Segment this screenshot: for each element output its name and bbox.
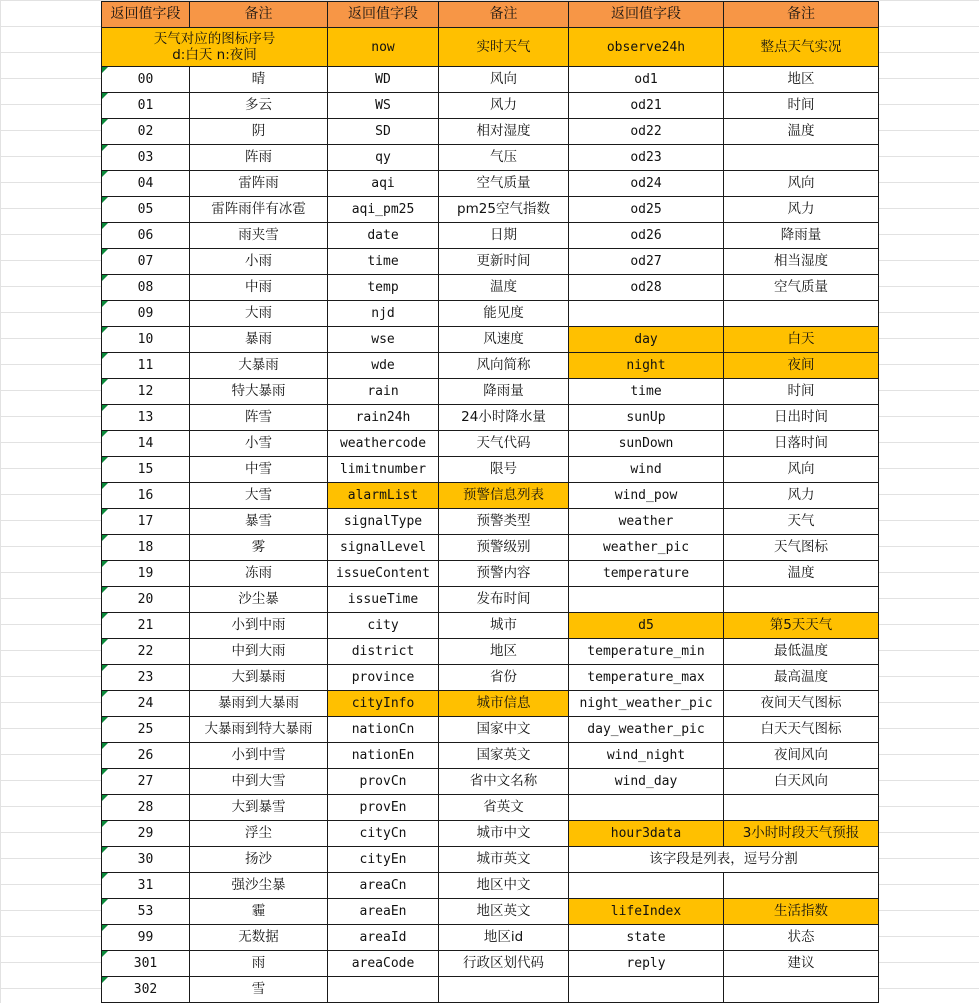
header-cell[interactable]: 备注: [724, 2, 879, 28]
header-cell[interactable]: 返回值字段: [102, 2, 190, 28]
table-cell[interactable]: 25: [102, 717, 190, 743]
table-cell[interactable]: sunDown: [569, 431, 724, 457]
table-cell[interactable]: 14: [102, 431, 190, 457]
table-cell[interactable]: 温度: [724, 561, 879, 587]
table-cell[interactable]: 小雪: [190, 431, 328, 457]
table-cell[interactable]: 风向: [724, 171, 879, 197]
table-cell[interactable]: 城市: [439, 613, 569, 639]
table-row: [102, 197, 879, 223]
table-cell[interactable]: 06: [102, 223, 190, 249]
table-cell[interactable]: 空气质量: [439, 171, 569, 197]
table-cell[interactable]: temperature_min: [569, 639, 724, 665]
table-cell[interactable]: d5: [569, 613, 724, 639]
table-cell[interactable]: [724, 145, 879, 171]
table-row: [102, 509, 879, 535]
table-cell[interactable]: 天气代码: [439, 431, 569, 457]
table-cell[interactable]: wind_day: [569, 769, 724, 795]
table-cell[interactable]: 温度: [439, 275, 569, 301]
table-row: [102, 93, 879, 119]
table-cell[interactable]: temperature_max: [569, 665, 724, 691]
table-cell[interactable]: 风速度: [439, 327, 569, 353]
section-note-now[interactable]: 实时天气: [439, 28, 569, 67]
table-cell[interactable]: 能见度: [439, 301, 569, 327]
header-cell[interactable]: 返回值字段: [569, 2, 724, 28]
table-cell[interactable]: aqi: [328, 171, 439, 197]
table-cell[interactable]: [569, 795, 724, 821]
table-row: [102, 769, 879, 795]
table-cell[interactable]: 24小时降水量: [439, 405, 569, 431]
table-cell[interactable]: 09: [102, 301, 190, 327]
table-cell[interactable]: 12: [102, 379, 190, 405]
table-cell[interactable]: 24: [102, 691, 190, 717]
table-cell[interactable]: od25: [569, 197, 724, 223]
table-cell[interactable]: 特大暴雨: [190, 379, 328, 405]
table-cell[interactable]: od22: [569, 119, 724, 145]
header-cell[interactable]: 返回值字段: [328, 2, 439, 28]
hour3data-note-cell[interactable]: 该字段是列表，逗号分割: [569, 847, 879, 873]
table-cell[interactable]: 10: [102, 327, 190, 353]
table-cell[interactable]: 白天: [724, 327, 879, 353]
table-cell[interactable]: 最低温度: [724, 639, 879, 665]
table-cell[interactable]: 地区中文: [439, 873, 569, 899]
table-cell[interactable]: 预警类型: [439, 509, 569, 535]
table-cell[interactable]: 大雪: [190, 483, 328, 509]
table-cell[interactable]: night_weather_pic: [569, 691, 724, 717]
table-cell[interactable]: 省中文名称: [439, 769, 569, 795]
table-cell[interactable]: 强沙尘暴: [190, 873, 328, 899]
table-cell[interactable]: time: [569, 379, 724, 405]
table-cell[interactable]: 雪: [190, 977, 328, 1003]
table-cell[interactable]: 大到暴雪: [190, 795, 328, 821]
table-cell[interactable]: 建议: [724, 951, 879, 977]
table-row: [102, 561, 879, 587]
table-row: [102, 405, 879, 431]
table-cell[interactable]: 小雨: [190, 249, 328, 275]
table-cell[interactable]: 大雨: [190, 301, 328, 327]
table-cell[interactable]: 预警信息列表: [439, 483, 569, 509]
table-row: [102, 743, 879, 769]
table-cell[interactable]: hour3data: [569, 821, 724, 847]
table-cell[interactable]: 01: [102, 93, 190, 119]
table-cell[interactable]: 风向: [439, 67, 569, 93]
table-cell[interactable]: 无数据: [190, 925, 328, 951]
table-row: [102, 327, 879, 353]
table-cell[interactable]: 02: [102, 119, 190, 145]
table-cell[interactable]: 雨: [190, 951, 328, 977]
table-cell[interactable]: 阴: [190, 119, 328, 145]
table-cell[interactable]: areaCode: [328, 951, 439, 977]
table-cell[interactable]: aqi_pm25: [328, 197, 439, 223]
table-row: [102, 379, 879, 405]
table-row: [102, 249, 879, 275]
table-cell[interactable]: 15: [102, 457, 190, 483]
table-cell[interactable]: [724, 977, 879, 1003]
table-cell[interactable]: wde: [328, 353, 439, 379]
table-cell[interactable]: weather_pic: [569, 535, 724, 561]
table-cell[interactable]: rain24h: [328, 405, 439, 431]
table-row: [102, 145, 879, 171]
table-cell[interactable]: issueContent: [328, 561, 439, 587]
table-cell[interactable]: 状态: [724, 925, 879, 951]
table-cell[interactable]: 27: [102, 769, 190, 795]
table-cell[interactable]: reply: [569, 951, 724, 977]
table-cell[interactable]: 扬沙: [190, 847, 328, 873]
table-cell[interactable]: 53: [102, 899, 190, 925]
table-cell[interactable]: cityEn: [328, 847, 439, 873]
table-cell[interactable]: state: [569, 925, 724, 951]
table-cell[interactable]: 阵雪: [190, 405, 328, 431]
table-cell[interactable]: 时间: [724, 93, 879, 119]
table-cell[interactable]: wind: [569, 457, 724, 483]
table-cell[interactable]: 生活指数: [724, 899, 879, 925]
section-note-observe24h[interactable]: 整点天气实况: [724, 28, 879, 67]
table-cell[interactable]: 03: [102, 145, 190, 171]
table-cell[interactable]: 天气图标: [724, 535, 879, 561]
table-cell[interactable]: [724, 795, 879, 821]
table-cell[interactable]: 28: [102, 795, 190, 821]
table-cell[interactable]: nationCn: [328, 717, 439, 743]
table-cell[interactable]: 19: [102, 561, 190, 587]
table-cell[interactable]: 省英文: [439, 795, 569, 821]
table-cell[interactable]: lifeIndex: [569, 899, 724, 925]
table-cell[interactable]: 302: [102, 977, 190, 1003]
table-cell[interactable]: 最高温度: [724, 665, 879, 691]
table-cell[interactable]: areaId: [328, 925, 439, 951]
table-cell[interactable]: 雨夹雪: [190, 223, 328, 249]
table-cell[interactable]: weather: [569, 509, 724, 535]
table-cell[interactable]: 夜间天气图标: [724, 691, 879, 717]
table-cell[interactable]: night: [569, 353, 724, 379]
table-row: [102, 587, 879, 613]
table-row: [102, 275, 879, 301]
table-cell[interactable]: 雷阵雨伴有冰雹: [190, 197, 328, 223]
table-cell[interactable]: 风向简称: [439, 353, 569, 379]
table-cell[interactable]: 浮尘: [190, 821, 328, 847]
table-cell[interactable]: 城市中文: [439, 821, 569, 847]
table-row: [102, 171, 879, 197]
table-cell[interactable]: signalType: [328, 509, 439, 535]
table-cell[interactable]: 22: [102, 639, 190, 665]
table-cell[interactable]: 04: [102, 171, 190, 197]
table-row: [102, 639, 879, 665]
table-cell[interactable]: WS: [328, 93, 439, 119]
section-field-now[interactable]: now: [328, 28, 439, 67]
table-cell[interactable]: cityInfo: [328, 691, 439, 717]
table-cell[interactable]: 霾: [190, 899, 328, 925]
table-cell[interactable]: 国家中文: [439, 717, 569, 743]
table-row: [102, 977, 879, 1003]
table-cell[interactable]: 白天风向: [724, 769, 879, 795]
table-cell[interactable]: 降雨量: [439, 379, 569, 405]
table-row: [102, 847, 879, 873]
table-cell[interactable]: provEn: [328, 795, 439, 821]
table-cell[interactable]: 29: [102, 821, 190, 847]
table-cell[interactable]: 时间: [724, 379, 879, 405]
table-cell[interactable]: 暴雨到大暴雨: [190, 691, 328, 717]
table-cell[interactable]: 中雨: [190, 275, 328, 301]
table-cell[interactable]: 相对湿度: [439, 119, 569, 145]
weather-api-field-table: [101, 1, 879, 1003]
table-row: [102, 613, 879, 639]
table-cell[interactable]: cityCn: [328, 821, 439, 847]
table-cell[interactable]: 白天天气图标: [724, 717, 879, 743]
table-cell[interactable]: 99: [102, 925, 190, 951]
table-cell[interactable]: 行政区划代码: [439, 951, 569, 977]
table-cell[interactable]: nationEn: [328, 743, 439, 769]
table-cell[interactable]: [569, 301, 724, 327]
table-cell[interactable]: wse: [328, 327, 439, 353]
table-row: [102, 301, 879, 327]
table-cell[interactable]: 国家英文: [439, 743, 569, 769]
table-cell[interactable]: 夜间风向: [724, 743, 879, 769]
table-cell[interactable]: njd: [328, 301, 439, 327]
table-row: [102, 717, 879, 743]
table-cell[interactable]: pm25空气指数: [439, 197, 569, 223]
table-cell[interactable]: 气压: [439, 145, 569, 171]
table-row: [102, 873, 879, 899]
table-cell[interactable]: province: [328, 665, 439, 691]
table-cell[interactable]: 中到大雨: [190, 639, 328, 665]
table-row: [102, 483, 879, 509]
table-cell[interactable]: 发布时间: [439, 587, 569, 613]
table-cell[interactable]: 夜间: [724, 353, 879, 379]
table-row: [102, 223, 879, 249]
table-cell[interactable]: od1: [569, 67, 724, 93]
table-cell[interactable]: [724, 301, 879, 327]
table-cell[interactable]: areaCn: [328, 873, 439, 899]
table-cell[interactable]: 城市信息: [439, 691, 569, 717]
table-cell[interactable]: limitnumber: [328, 457, 439, 483]
table-cell[interactable]: od24: [569, 171, 724, 197]
table-cell[interactable]: temperature: [569, 561, 724, 587]
table-cell[interactable]: 冻雨: [190, 561, 328, 587]
table-cell[interactable]: 30: [102, 847, 190, 873]
table-cell[interactable]: provCn: [328, 769, 439, 795]
table-cell[interactable]: 301: [102, 951, 190, 977]
table-cell[interactable]: 23: [102, 665, 190, 691]
table-cell[interactable]: 13: [102, 405, 190, 431]
table-cell[interactable]: 11: [102, 353, 190, 379]
table-cell[interactable]: 地区英文: [439, 899, 569, 925]
table-cell[interactable]: 16: [102, 483, 190, 509]
table-cell[interactable]: 小到中雨: [190, 613, 328, 639]
table-cell[interactable]: [724, 873, 879, 899]
table-cell[interactable]: 雷阵雨: [190, 171, 328, 197]
table-cell[interactable]: [569, 587, 724, 613]
table-cell[interactable]: 风向: [724, 457, 879, 483]
table-cell[interactable]: WD: [328, 67, 439, 93]
header-cell[interactable]: 备注: [439, 2, 569, 28]
table-cell[interactable]: 地区: [439, 639, 569, 665]
table-cell[interactable]: 大暴雨到特大暴雨: [190, 717, 328, 743]
header-cell[interactable]: 备注: [190, 2, 328, 28]
table-cell[interactable]: od28: [569, 275, 724, 301]
table-cell[interactable]: 18: [102, 535, 190, 561]
table-row: [102, 951, 879, 977]
table-cell[interactable]: 小到中雪: [190, 743, 328, 769]
table-cell[interactable]: 大到暴雨: [190, 665, 328, 691]
table-row: [102, 431, 879, 457]
table-cell[interactable]: 温度: [724, 119, 879, 145]
table-cell[interactable]: weathercode: [328, 431, 439, 457]
table-row: [102, 119, 879, 145]
table-row: [102, 691, 879, 717]
table-cell[interactable]: 21: [102, 613, 190, 639]
table-cell[interactable]: 20: [102, 587, 190, 613]
table-cell[interactable]: rain: [328, 379, 439, 405]
table-cell[interactable]: 暴雨: [190, 327, 328, 353]
table-cell[interactable]: 相当湿度: [724, 249, 879, 275]
table-cell[interactable]: city: [328, 613, 439, 639]
table-cell[interactable]: 降雨量: [724, 223, 879, 249]
table-cell[interactable]: 城市英文: [439, 847, 569, 873]
table-cell[interactable]: 雾: [190, 535, 328, 561]
table-cell[interactable]: issueTime: [328, 587, 439, 613]
table-cell[interactable]: 风力: [439, 93, 569, 119]
header-row: [102, 2, 879, 28]
table-cell[interactable]: 31: [102, 873, 190, 899]
table-cell[interactable]: 地区id: [439, 925, 569, 951]
table-cell[interactable]: sunUp: [569, 405, 724, 431]
section-field-observe24h[interactable]: observe24h: [569, 28, 724, 67]
table-cell[interactable]: temp: [328, 275, 439, 301]
table-cell[interactable]: 预警内容: [439, 561, 569, 587]
table-cell[interactable]: 日落时间: [724, 431, 879, 457]
table-cell[interactable]: [724, 587, 879, 613]
table-cell[interactable]: 阵雨: [190, 145, 328, 171]
table-cell[interactable]: wind_night: [569, 743, 724, 769]
table-cell[interactable]: signalLevel: [328, 535, 439, 561]
table-cell[interactable]: 暴雪: [190, 509, 328, 535]
section-row: [102, 28, 879, 67]
table-cell[interactable]: alarmList: [328, 483, 439, 509]
table-cell[interactable]: od23: [569, 145, 724, 171]
table-cell[interactable]: 沙尘暴: [190, 587, 328, 613]
table-cell[interactable]: 地区: [724, 67, 879, 93]
table-cell[interactable]: 预警级别: [439, 535, 569, 561]
table-cell[interactable]: 日出时间: [724, 405, 879, 431]
table-cell[interactable]: od26: [569, 223, 724, 249]
table-row: [102, 899, 879, 925]
icon-code-section-title[interactable]: [102, 28, 328, 67]
table-cell[interactable]: 晴: [190, 67, 328, 93]
table-cell[interactable]: 多云: [190, 93, 328, 119]
table-cell[interactable]: 大暴雨: [190, 353, 328, 379]
table-row: [102, 353, 879, 379]
table-row: [102, 821, 879, 847]
table-cell[interactable]: day_weather_pic: [569, 717, 724, 743]
table-cell[interactable]: 空气质量: [724, 275, 879, 301]
table-cell[interactable]: 中到大雪: [190, 769, 328, 795]
table-cell[interactable]: od21: [569, 93, 724, 119]
table-row: [102, 457, 879, 483]
table-cell[interactable]: [569, 873, 724, 899]
table-cell[interactable]: 07: [102, 249, 190, 275]
table-cell[interactable]: SD: [328, 119, 439, 145]
table-cell[interactable]: 省份: [439, 665, 569, 691]
table-cell[interactable]: 限号: [439, 457, 569, 483]
table-cell[interactable]: 更新时间: [439, 249, 569, 275]
table-cell[interactable]: 08: [102, 275, 190, 301]
table-cell[interactable]: date: [328, 223, 439, 249]
table-cell[interactable]: od27: [569, 249, 724, 275]
table-cell[interactable]: wind_pow: [569, 483, 724, 509]
table-cell[interactable]: 中雪: [190, 457, 328, 483]
table-cell[interactable]: time: [328, 249, 439, 275]
table-cell[interactable]: 17: [102, 509, 190, 535]
table-cell[interactable]: [328, 977, 439, 1003]
table-cell[interactable]: 天气: [724, 509, 879, 535]
table-cell[interactable]: 第5天天气: [724, 613, 879, 639]
table-cell[interactable]: district: [328, 639, 439, 665]
table-cell[interactable]: day: [569, 327, 724, 353]
table-cell[interactable]: [569, 977, 724, 1003]
table-cell[interactable]: 00: [102, 67, 190, 93]
table-cell[interactable]: 风力: [724, 483, 879, 509]
table-cell[interactable]: 风力: [724, 197, 879, 223]
table-cell[interactable]: 05: [102, 197, 190, 223]
table-cell[interactable]: [439, 977, 569, 1003]
table-cell[interactable]: 日期: [439, 223, 569, 249]
table-row: [102, 665, 879, 691]
table-cell[interactable]: areaEn: [328, 899, 439, 925]
table-cell[interactable]: 3小时时段天气预报: [724, 821, 879, 847]
table-cell[interactable]: qy: [328, 145, 439, 171]
table-row: [102, 795, 879, 821]
table-row: [102, 925, 879, 951]
table-row: [102, 535, 879, 561]
table-cell[interactable]: 26: [102, 743, 190, 769]
icon-code-title-text: 天气对应的图标序号 d:白天 n:夜间: [153, 31, 276, 63]
table-row: [102, 67, 879, 93]
